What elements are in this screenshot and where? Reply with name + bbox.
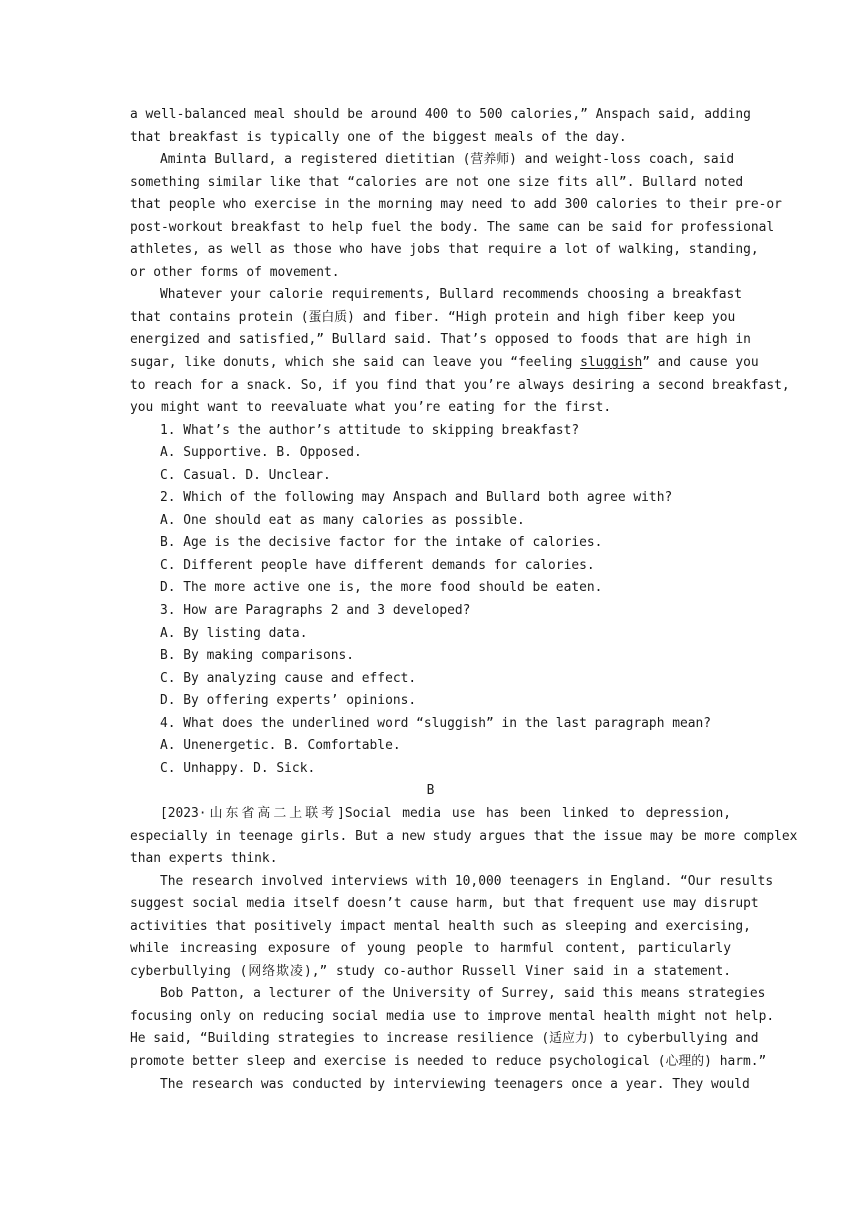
question-stem: 1. What’s the author’s attitude to skipping breakfast? <box>160 422 580 438</box>
answer-option: A. One should eat as many calories as possible. <box>160 512 525 528</box>
text-line: or other forms of movement. <box>130 264 340 280</box>
section-heading: B <box>426 783 435 799</box>
answer-option: C. Casual. D. Unclear. <box>160 467 331 483</box>
text-line: that contains protein (蛋白质) and fiber. “High protein and high fiber keep you <box>130 309 736 325</box>
text-line: The research involved interviews with 10,000 teenagers in England. “Our results <box>160 873 774 889</box>
text-span: sugar, like donuts, which she said can leave you “feeling <box>130 355 581 371</box>
text-line: He said, “Building strategies to increase resilience (适应力) to cyberbullying and <box>130 1031 759 1047</box>
text-line: that people who exercise in the morning may need to add 300 calories to their pre-or <box>130 197 782 213</box>
answer-option: B. By making comparisons. <box>160 648 355 664</box>
question-stem: 3. How are Paragraphs 2 and 3 developed? <box>160 603 471 619</box>
answer-option: C. By analyzing cause and effect. <box>160 670 417 686</box>
text-line: energized and satisfied,” Bullard said. That’s opposed to foods that are high in <box>130 332 751 348</box>
text-line: that breakfast is typically one of the biggest meals of the day. <box>130 129 627 145</box>
answer-option: D. By offering experts’ opinions. <box>160 693 417 709</box>
question-stem: 2. Which of the following may Anspach and Bullard both agree with? <box>160 490 673 506</box>
text-line: you might want to reevaluate what you’re eating for the first. <box>130 400 612 416</box>
text-line: Bob Patton, a lecturer of the University of Surrey, said this means strategies <box>160 986 766 1002</box>
text-line: Whatever your calorie requirements, Bullard recommends choosing a breakfast <box>160 287 743 303</box>
text-line: especially in teenage girls. But a new study argues that the issue may be more complex <box>130 828 798 844</box>
answer-option: D. The more active one is, the more food should be eaten. <box>160 580 603 596</box>
answer-option: A. By listing data. <box>160 625 308 641</box>
answer-option: C. Unhappy. D. Sick. <box>160 760 316 776</box>
text-line: suggest social media itself doesn’t cause harm, but that frequent use may disrupt <box>130 896 759 912</box>
text-line <box>130 352 759 375</box>
answer-option: B. Age is the decisive factor for the intake of calories. <box>160 535 603 551</box>
text-line: Aminta Bullard, a registered dietitian (营养师) and weight-loss coach, said <box>160 152 735 168</box>
text-line: activities that positively impact mental health such as sleeping and exercising, <box>130 918 751 934</box>
document-page <box>130 104 798 1096</box>
text-line: something similar like that “calories are not one size fits all”. Bullard noted <box>130 174 744 190</box>
text-line: post-workout breakfast to help fuel the body. The same can be said for professional <box>130 219 775 235</box>
answer-option: A. Unenergetic. B. Comfortable. <box>160 738 401 754</box>
text-line: promote better sleep and exercise is needed to reduce psychological (心理的) harm.” <box>130 1053 767 1069</box>
text-span: ” and cause you <box>642 355 759 371</box>
text-line: focusing only on reducing social media use to improve mental health might not help. <box>130 1008 775 1024</box>
question-stem: 4. What does the underlined word “sluggish” in the last paragraph mean? <box>160 715 712 731</box>
answer-option: A. Supportive. B. Opposed. <box>160 445 362 461</box>
text-line: The research was conducted by interviewing teenagers once a year. They would <box>160 1076 750 1092</box>
underlined-word: sluggish <box>580 355 643 371</box>
text-line: a well-balanced meal should be around 400 to 500 calories,” Anspach said, adding <box>130 107 751 122</box>
text-line: athletes, as well as those who have jobs that require a lot of walking, standing, <box>130 242 759 258</box>
text-line: than experts think. <box>130 851 278 867</box>
text-line: [2023·山东省高二上联考]Social media use has been linked to depression, <box>160 805 731 821</box>
text-line: to reach for a snack. So, if you find that you’re always desiring a second breakfast, <box>130 377 790 393</box>
text-line: cyberbullying (网络欺凌),” study co-author Russell Viner said in a statement. <box>130 963 731 979</box>
answer-option: C. Different people have different demands for calories. <box>160 557 595 573</box>
text-line: while increasing exposure of young people to harmful content, particularly <box>130 941 731 957</box>
